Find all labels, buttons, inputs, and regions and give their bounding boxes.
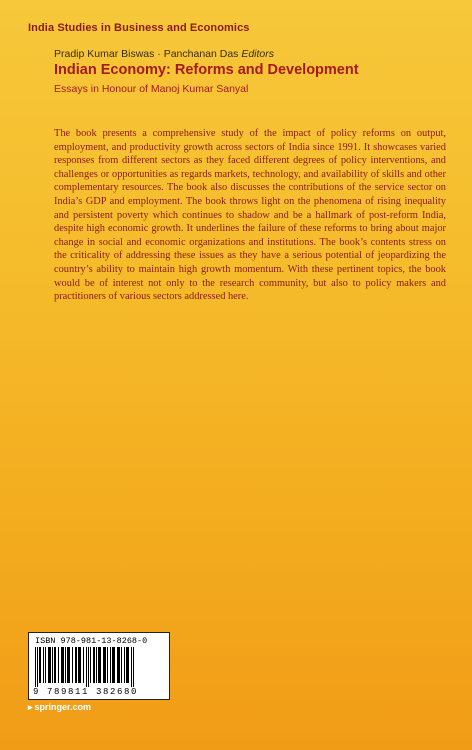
- barcode-bar: [58, 647, 59, 683]
- barcode-bar: [103, 647, 106, 683]
- barcode-bar: [37, 647, 38, 687]
- barcode-bar: [35, 647, 36, 687]
- publisher-link[interactable]: [28, 702, 91, 713]
- book-description: The book presents a comprehensive study of the impact of policy reforms on output, employment, and productivity growth across sectors of India since 1991. It showcases varied responses from different sectors as they faced different degrees of policy interventions, and challenges or opportunities as regards markets, technology, and availability of skills and other complementary resources. The book also discusses the contributions of the service sector on India’s GDP and employment. The book throws light on the phenomena of rising inequality and persistent poverty which continues to shadow and be a hallmark of post-reform India, despite high economic growth. It underlines the failure of these reforms to bring about major change in social and economic organizations and institutions. The book’s contents stress on the criticality of addressing these issues as they have a serious potential of jeopardizing the country’s ability to maintain high growth momentum. With these pertinent topics, the book would be of interest not only to the research community, but also to policy makers and practitioners of various sectors addressed here.: [54, 128, 446, 303]
- barcode-bar: [72, 647, 73, 683]
- barcode-digits: 9 789811 382680: [33, 687, 139, 697]
- arrow-icon: ▸: [28, 702, 33, 712]
- barcode-bar: [39, 647, 41, 683]
- barcode-bar: [61, 647, 64, 683]
- barcode-bar: [110, 647, 111, 683]
- isbn-barcode: [28, 632, 170, 700]
- editor-names: Pradip Kumar Biswas · Panchanan Das: [54, 48, 239, 60]
- barcode-bar: [133, 647, 134, 687]
- barcode-bar: [126, 647, 129, 683]
- barcode-bar: [54, 647, 56, 683]
- barcode-bar: [65, 647, 66, 683]
- barcode-bar: [90, 647, 91, 683]
- barcode-bar: [43, 647, 44, 683]
- barcode-bar: [83, 647, 84, 683]
- barcode-bar: [88, 647, 89, 687]
- barcode-bar: [45, 647, 46, 683]
- barcode-bar: [96, 647, 97, 683]
- barcode-bar: [98, 647, 101, 683]
- barcode-bar: [124, 647, 125, 683]
- book-subtitle: Essays in Honour of Manoj Kumar Sanyal: [54, 83, 249, 95]
- publisher-url: springer.com: [34, 702, 92, 712]
- barcode-bar: [48, 647, 51, 683]
- barcode-bar: [107, 647, 108, 683]
- barcode-bar: [78, 647, 81, 683]
- barcode-bar: [93, 647, 95, 683]
- book-title: Indian Economy: Reforms and Development: [54, 62, 359, 78]
- editors-role: Editors: [241, 48, 275, 60]
- barcode-bar: [67, 647, 70, 683]
- series-name: India Studies in Business and Economics: [28, 22, 250, 34]
- barcode-bar: [112, 647, 115, 683]
- barcode-bar: [75, 647, 77, 683]
- barcode-bars: [33, 647, 165, 687]
- barcode-bar: [131, 647, 132, 687]
- barcode-bar: [121, 647, 122, 683]
- editors-line: [54, 48, 274, 60]
- barcode-bar: [117, 647, 120, 683]
- barcode-bar: [52, 647, 53, 683]
- barcode-bar: [86, 647, 87, 687]
- isbn-label: ISBN 978-981-13-8268-0: [35, 636, 148, 646]
